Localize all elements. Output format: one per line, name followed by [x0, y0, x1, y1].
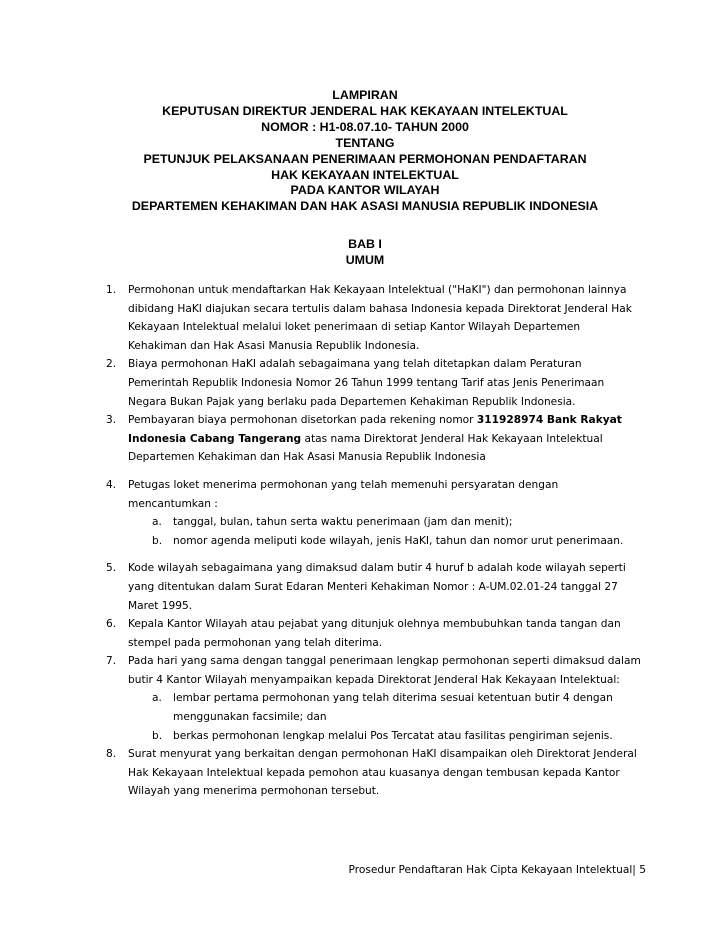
chapter-title: UMUM	[345, 253, 385, 267]
item-text-line: stempel pada permohonan yang telah diterima.	[128, 636, 383, 649]
list-number: 3.	[106, 414, 117, 427]
item-text-line: Petugas loket menerima permohonan yang telah memenuhi persyaratan dengan	[128, 478, 559, 491]
list-number: 8.	[106, 748, 117, 761]
sub-item	[128, 513, 652, 532]
bank-branch: Indonesia Cabang Tangerang	[128, 432, 302, 445]
sub-item-text: menggunakan facsimile; dan	[173, 711, 327, 724]
header-line: PADA KANTOR WILAYAH	[290, 183, 440, 198]
list-number: 4.	[106, 478, 117, 491]
list-item	[106, 476, 652, 550]
chapter-heading	[90, 236, 640, 268]
page-number: 5	[639, 864, 646, 876]
item-text: atas nama Direktorat Jenderal Hak Kekayaan Intelektual	[301, 432, 603, 445]
header-line: PETUNJUK PELAKSANAAN PENERIMAAN PERMOHONAN PENDAFTARAN	[143, 151, 587, 166]
sub-item-text: nomor agenda meliputi kode wilayah, jenis HaKI, tahun dan nomor urut penerimaan.	[173, 534, 624, 547]
sub-item-text: lembar pertama permohonan yang telah diterima sesuai ketentuan butir 4 dengan	[173, 692, 613, 705]
item-text: Pembayaran biaya permohonan disetorkan pada rekening nomor	[128, 414, 477, 427]
list-number: 1.	[106, 284, 117, 296]
sub-item-text: tanggal, bulan, tahun serta waktu penerimaan (jam dan menit);	[173, 516, 513, 529]
item-text-line: Departemen Kehakiman dan Hak Asasi Manusia Republik Indonesia	[128, 451, 486, 464]
header-line: NOMOR : H1-08.07.10- TAHUN 2000	[261, 119, 469, 134]
list-number: 7.	[106, 655, 117, 668]
header-line: HAK KEKAYAAN INTELEKTUAL	[271, 167, 459, 182]
list-item	[106, 745, 652, 801]
list-number: 2.	[106, 358, 117, 371]
document-header	[90, 88, 640, 215]
list-number: 6.	[106, 618, 117, 631]
item-text-line: Hak Kekayaan Intelektual kepada pemohon atau kuasanya dengan tembusan kepada Kantor	[128, 766, 620, 779]
list-item	[106, 559, 652, 615]
item-text-line: Surat menyurat yang berkaitan dengan permohonan HaKI disampaikan oleh Direktorat Jenderal	[128, 748, 637, 761]
header-line: LAMPIRAN	[332, 88, 398, 102]
page-footer	[0, 864, 646, 876]
sub-item-letter: b.	[152, 534, 163, 547]
item-text-line: Wilayah yang menerima permohonan tersebut.	[128, 785, 380, 798]
item-text-line: Kekayaan Intelektual melalui loket penerimaan di setiap Kantor Wilayah Departemen	[128, 321, 581, 334]
sub-item-text: berkas permohonan lengkap melalui Pos Tercatat atau fasilitas pengiriman sejenis.	[173, 729, 613, 742]
item-text-line: mencantumkan :	[128, 497, 218, 510]
sub-item-letter: a.	[152, 516, 162, 529]
item-text-line: Maret 1995.	[128, 599, 193, 612]
item-text-line: Kehakiman dan Hak Asasi Manusia Republik Indonesia.	[128, 339, 420, 352]
item-text-line: Pada hari yang sama dengan tanggal penerimaan lengkap permohonan seperti dimaksud dalam	[128, 655, 641, 668]
sub-item	[128, 727, 652, 746]
item-text-line: Negara Bukan Pajak yang berlaku pada Departemen Kehakiman Republik Indonesia.	[128, 395, 576, 408]
sub-item	[128, 532, 652, 551]
list-number: 5.	[106, 562, 117, 575]
item-text-line: Biaya permohonan HaKI adalah sebagaimana yang telah ditetapkan dalam Peraturan	[128, 358, 582, 371]
item-text-line: yang ditentukan dalam Surat Edaran Menteri Kehakiman Nomor : A-UM.02.01-24 tanggal 27	[128, 580, 618, 593]
header-line: KEPUTUSAN DIREKTUR JENDERAL HAK KEKAYAAN INTELEKTUAL	[162, 103, 568, 118]
chapter-number: BAB I	[348, 237, 382, 251]
item-text-line: butir 4 Kantor Wilayah menyampaikan kepada Direktorat Jenderal Hak Kekayaan Intelektual:	[128, 673, 620, 686]
list-item	[106, 411, 652, 467]
list-item	[106, 652, 652, 745]
item-text-line: Kode wilayah sebagaimana yang dimaksud dalam butir 4 huruf b adalah kode wilayah seperti	[128, 562, 626, 575]
item-text-line: Pemerintah Republik Indonesia Nomor 26 Tahun 1999 tentang Tarif atas Jenis Penerimaan	[128, 376, 605, 389]
numbered-list	[106, 281, 652, 801]
item-text-line	[128, 430, 652, 449]
sub-item-letter: a.	[152, 692, 162, 705]
header-line: TENTANG	[335, 135, 395, 150]
list-item	[106, 355, 652, 411]
footer-title: Prosedur Pendaftaran Hak Cipta Kekayaan Intelektual	[348, 864, 633, 876]
item-text-line: Kepala Kantor Wilayah atau pejabat yang ditunjuk olehnya membubuhkan tanda tangan dan	[128, 618, 621, 631]
bank-account-number: 311928974 Bank Rakyat	[476, 414, 622, 427]
sub-item-letter: b.	[152, 729, 163, 742]
item-text-line: dibidang HaKI diajukan secara tertulis dalam bahasa Indonesia kepada Direktorat Jenderal Hak	[128, 302, 632, 315]
list-item	[106, 615, 652, 652]
item-text-line	[128, 411, 652, 430]
item-text-line: Permohonan untuk mendaftarkan Hak Kekayaan Intelektual ("HaKI") dan permohonan lainnya	[128, 284, 627, 296]
header-line: DEPARTEMEN KEHAKIMAN DAN HAK ASASI MANUSIA REPUBLIK INDONESIA	[131, 199, 599, 214]
footer-separator: |	[632, 864, 636, 876]
sub-item	[128, 689, 652, 726]
list-item	[106, 281, 652, 355]
